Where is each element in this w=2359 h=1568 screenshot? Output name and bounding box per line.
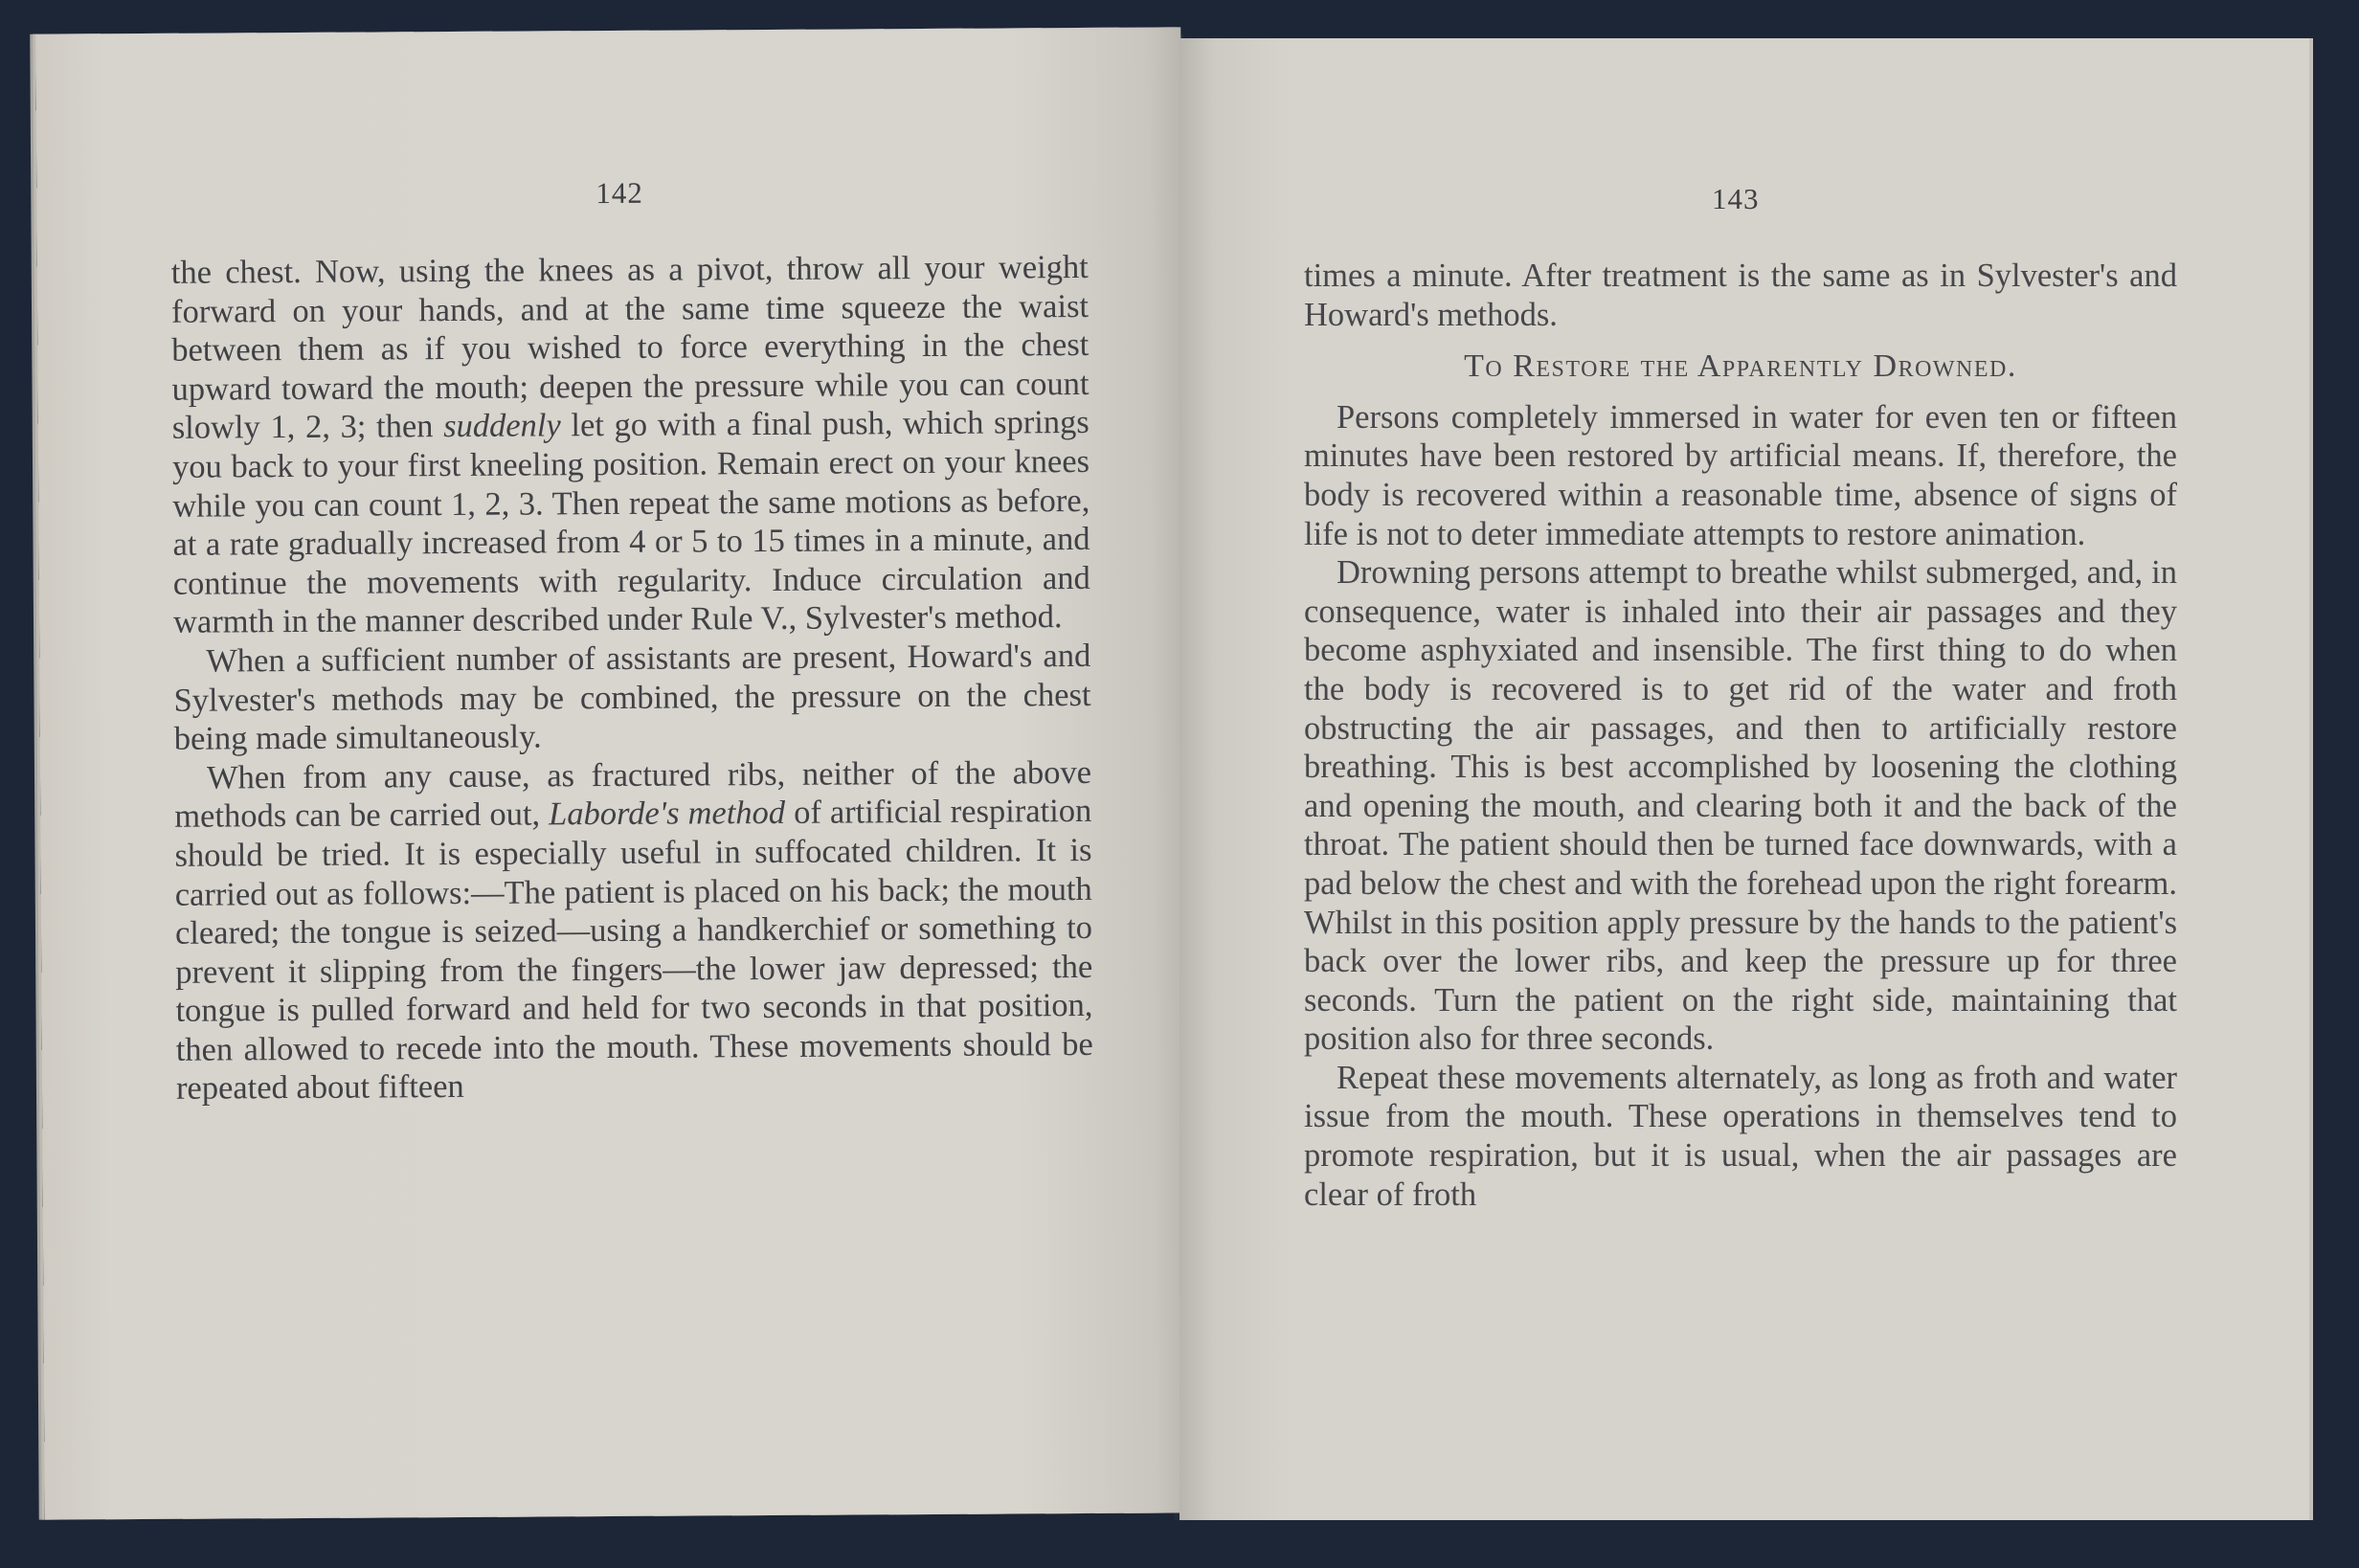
left-page-number: 142: [595, 175, 643, 211]
right-paragraph-1: times a minute. After treatment is the same as in Sylvester's and Howard's methods.: [1304, 258, 2177, 333]
left-paragraph-1: the chest. Now, using the knees as a pivot, throw all your weight forward on your hands, and at the same time squeeze the waist between them as if you wished to force everything in the chest upward toward the mouth; deepen the pressure while you can count slowly 1, 2, 3; then suddenly let go with a final push, which springs you back to your first kneeling position. Remain erect on your knees while you can count 1, 2, 3. Then repeat the same motions as before, at a rate gradually increased from 4 or 5 to 15 times in a minute, and continue the movements with regularity. Induce circulation and warmth in the manner described under Rule V., Sylvester's method.: [170, 248, 1090, 641]
section-heading: To Restore the Apparently Drowned.: [1464, 348, 2017, 385]
right-page-number: 143: [1712, 182, 1760, 215]
right-page-text: [1304, 257, 2177, 1214]
right-paragraph-2: Persons completely immersed in water for even ten or fifteen minutes have been restored by artificial means. If, therefore, the body is recovered within a reasonable time, absence of signs of life is not to deter immediate attempts to restore animation.: [1304, 398, 2177, 552]
left-paragraph-3: When from any cause, as fractured ribs, neither of the above methods can be carried out, Laborde's method of artificial respiration should be tried. It is especially useful in suffocated children. It is carried out as follows:—The patient is placed on his back; the mouth cleared; the tongue is seized—using a handkerchief or something to prevent it slipping from the fingers—the lower jaw depressed; the tongue is pulled forward and held for two seconds in that position, then allowed to recede into the mouth. These movements should be repeated about fifteen: [174, 753, 1093, 1108]
right-page: [1180, 38, 2309, 1520]
right-paragraph-3: Drowning persons attempt to breathe whilst submerged, and, in consequence, water is inhaled into their air passages and they become asphyxiated and insensible. The first thing to do when the body is recovered is to get rid of the water and froth obstructing the air passages, and then to artificially restore breathing. This is best accomplished by loosening the clothing and opening the mouth, and clearing both it and the back of the throat. The patient should then be turned face downwards, with a pad below the chest and with the forehead upon the right forearm. Whilst in this position apply pressure by the hands to the patient's back over the lower ribs, and keep the pressure up for three seconds. Turn the patient on the right side, maintaining that position also for three seconds.: [1304, 554, 2177, 1058]
right-paragraph-4: Repeat these movements alternately, as long as froth and water issue from the mouth. These operations in themselves tend to promote respiration, but it is usual, when the air passages are clear of froth: [1304, 1059, 2177, 1213]
left-paragraph-2: When a sufficient number of assistants are present, Howard's and Sylvester's methods may be combined, the pressure on the chest being made simultaneously.: [173, 637, 1091, 757]
left-page: [35, 27, 1189, 1519]
left-page-text: [171, 248, 1093, 1109]
